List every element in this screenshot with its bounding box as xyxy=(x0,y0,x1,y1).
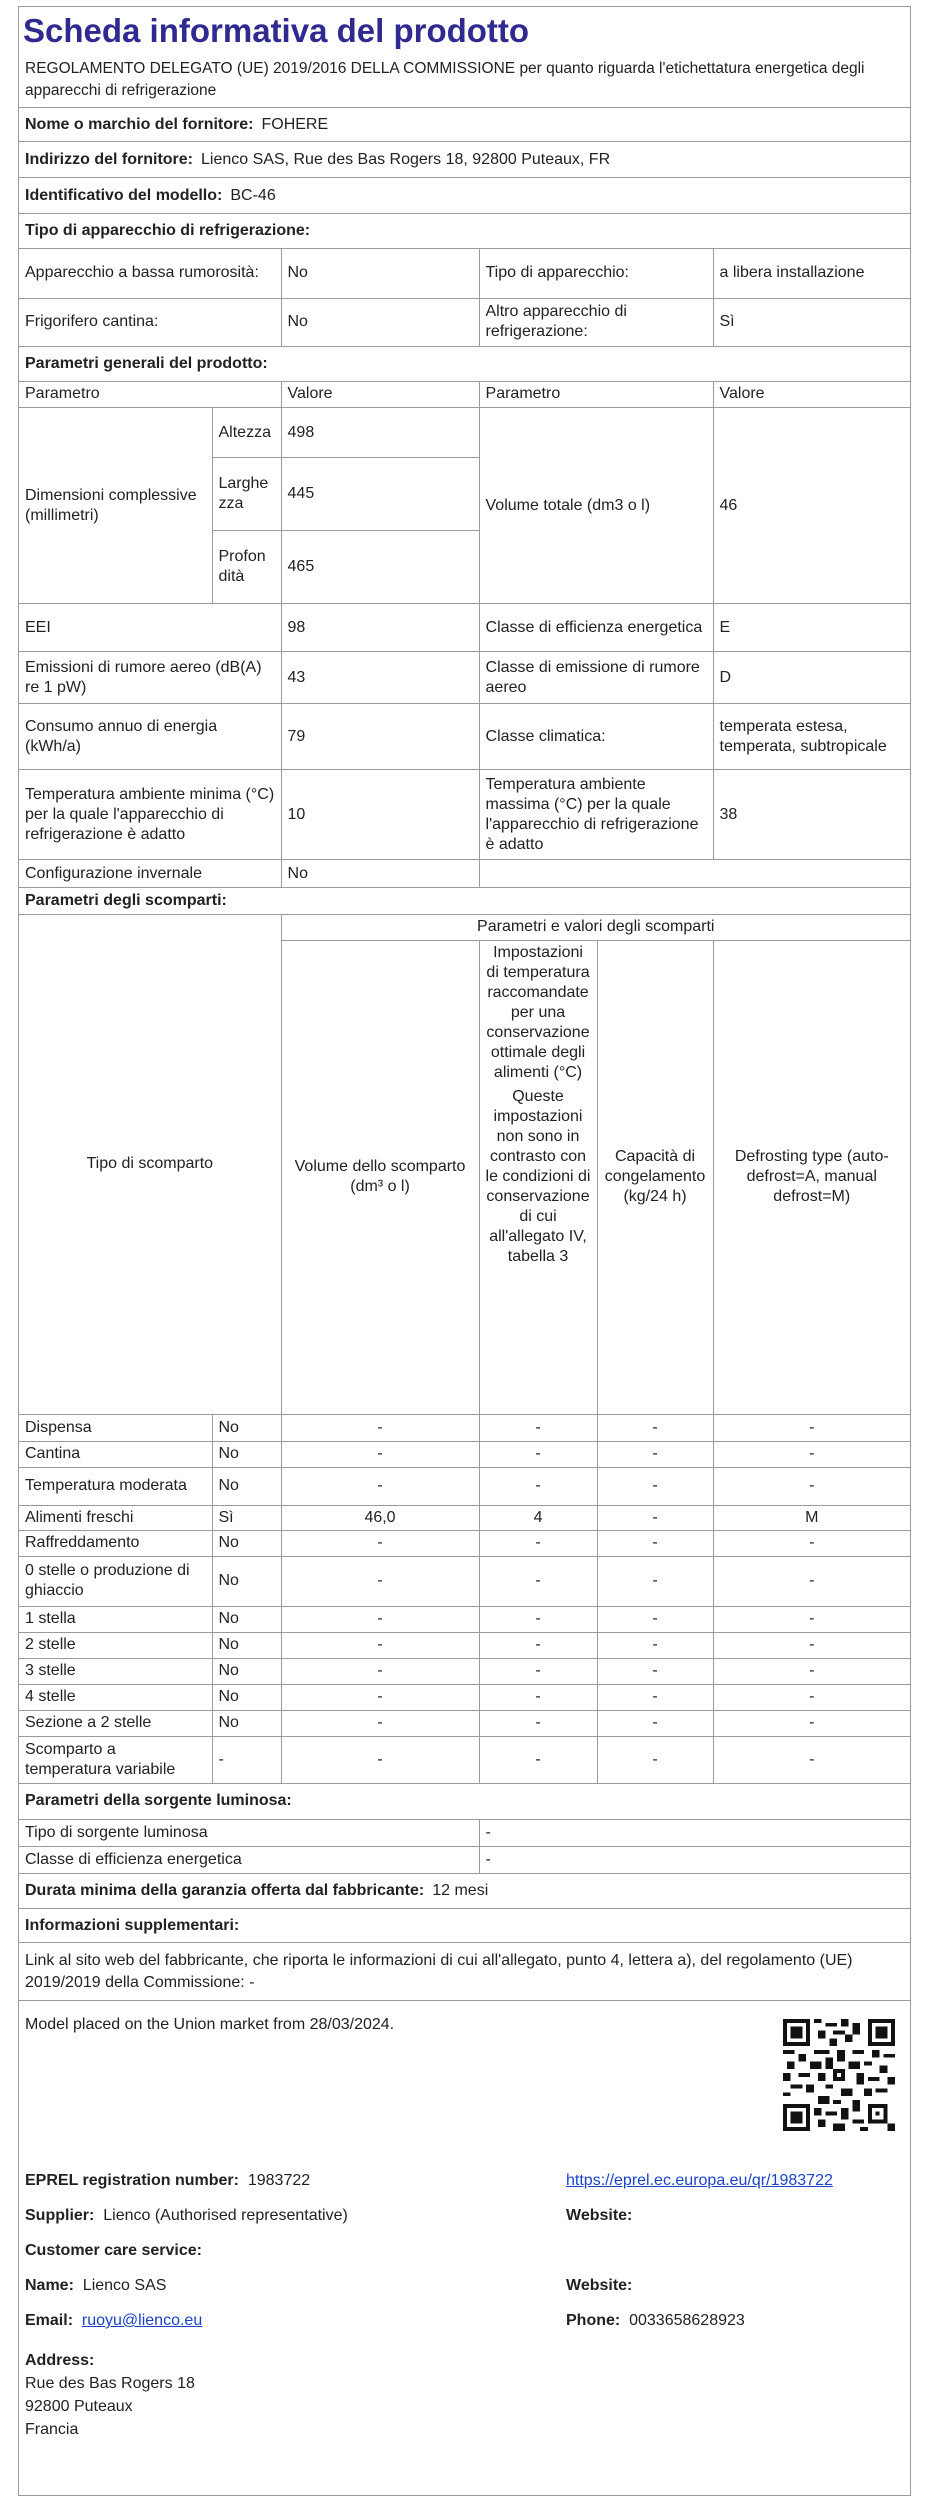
supplier-name-label: Nome o marchio del fornitore: xyxy=(25,115,254,133)
width-label: Larghezza xyxy=(212,458,281,531)
compartment-volume: - xyxy=(281,1632,479,1658)
compartment-freeze-header: Capacità di congelamento (kg/24 h) xyxy=(597,940,713,1414)
compartment-temp: - xyxy=(479,1441,597,1467)
table-row xyxy=(19,1606,910,1632)
compartment-temp: - xyxy=(479,1632,597,1658)
noise-class-value: D xyxy=(713,652,910,704)
compartment-volume-header: Volume dello scomparto (dm³ o l) xyxy=(281,940,479,1414)
compartment-freeze: - xyxy=(597,1632,713,1658)
phone-row xyxy=(566,2312,745,2330)
compartment-freeze: - xyxy=(597,1441,713,1467)
compartment-present: No xyxy=(212,1606,281,1632)
compartment-temp-header-cell xyxy=(479,940,597,1414)
product-information-sheet xyxy=(18,6,911,2496)
light-class-value: - xyxy=(479,1847,910,1874)
table-row xyxy=(19,1710,910,1736)
compartment-temp: - xyxy=(479,1710,597,1736)
compartment-present: No xyxy=(212,1414,281,1441)
compartment-volume: - xyxy=(281,1467,479,1505)
phone-value: 0033658628923 xyxy=(629,2312,745,2329)
compartment-volume: 46,0 xyxy=(281,1505,479,1530)
supplier-address-label: Indirizzo del fornitore: xyxy=(25,150,193,168)
compartment-temp-header: Impostazioni di temperatura raccomandate per una conservazione ottimale degli alimenti (°C) xyxy=(486,943,590,1081)
appliance-type-table xyxy=(19,249,910,347)
compartment-name: Raffreddamento xyxy=(19,1530,212,1556)
low-noise-value: No xyxy=(281,249,479,298)
address-line-2: 92800 Puteaux xyxy=(25,2398,133,2415)
eprel-row xyxy=(25,2172,310,2190)
model-id-value: BC-46 xyxy=(230,186,276,204)
compartment-temp: - xyxy=(479,1530,597,1556)
depth-value: 465 xyxy=(281,531,479,604)
table-row xyxy=(19,1658,910,1684)
general-heading: Parametri generali del prodotto: xyxy=(25,354,268,372)
website-label-2: Website: xyxy=(566,2277,633,2294)
compartment-name: Scomparto a temperatura variabile xyxy=(19,1736,212,1783)
min-temp-label: Temperatura ambiente minima (°C) per la quale l'apparecchio di refrigerazione è adatto xyxy=(19,770,281,860)
winter-config-value: No xyxy=(281,860,479,888)
compartment-temp: - xyxy=(479,1556,597,1606)
address-block xyxy=(25,2349,195,2441)
appliance-type-heading-row xyxy=(19,214,910,249)
compartment-temp: - xyxy=(479,1414,597,1441)
eprel-value: 1983722 xyxy=(247,2172,311,2189)
general-heading-row xyxy=(19,347,910,382)
compartment-defrost: - xyxy=(713,1606,910,1632)
light-type-label: Tipo di sorgente luminosa xyxy=(19,1820,479,1847)
max-temp-label: Temperatura ambiente massima (°C) per la quale l'apparecchio di refrigerazione è adatto xyxy=(479,770,713,860)
table-row xyxy=(19,1505,910,1530)
compartment-volume: - xyxy=(281,1556,479,1606)
additional-text-row xyxy=(19,1943,910,2001)
climate-class-value: temperata estesa, temperata, subtropicale xyxy=(713,704,910,770)
compartment-freeze: - xyxy=(597,1467,713,1505)
appliance-type-heading: Tipo di apparecchio di refrigerazione: xyxy=(25,222,311,239)
compartment-freeze: - xyxy=(597,1684,713,1710)
total-volume-label: Volume totale (dm3 o l) xyxy=(479,408,713,604)
compartment-type-header: Tipo di scomparto xyxy=(19,915,281,1414)
sheet-header xyxy=(19,7,910,108)
warranty-row xyxy=(19,1874,910,1909)
compartment-freeze: - xyxy=(597,1505,713,1530)
compartment-name: 3 stelle xyxy=(19,1658,212,1684)
height-label: Altezza xyxy=(212,408,281,458)
compartment-defrost: M xyxy=(713,1505,910,1530)
depth-label: Profondità xyxy=(212,531,281,604)
supplier-name-row xyxy=(19,108,910,142)
compartment-temp: - xyxy=(479,1684,597,1710)
supplier-label: Supplier: xyxy=(25,2207,95,2224)
compartment-present: No xyxy=(212,1684,281,1710)
wine-cooler-label: Frigorifero cantina: xyxy=(19,298,281,346)
light-class-label: Classe di efficienza energetica xyxy=(19,1847,479,1874)
light-type-value: - xyxy=(479,1820,910,1847)
supplier-address-value: Lienco SAS, Rue des Bas Rogers 18, 92800 Puteaux, FR xyxy=(201,150,611,168)
market-text: Model placed on the Union market from 28/03/2024. xyxy=(25,2016,395,2033)
compartment-name: Cantina xyxy=(19,1441,212,1467)
supplier-address-row xyxy=(19,142,910,178)
compartment-freeze: - xyxy=(597,1606,713,1632)
compartment-defrost: - xyxy=(713,1632,910,1658)
compartment-present: No xyxy=(212,1530,281,1556)
website-label: Website: xyxy=(566,2207,633,2224)
model-id-label: Identificativo del modello: xyxy=(25,186,223,204)
dimensions-label: Dimensioni complessive (millimetri) xyxy=(19,408,212,604)
compartment-temp: - xyxy=(479,1606,597,1632)
compartment-defrost-header: Defrosting type (auto-defrost=A, manual defrost=M) xyxy=(713,940,910,1414)
care-name-label: Name: xyxy=(25,2277,74,2294)
compartment-freeze: - xyxy=(597,1736,713,1783)
compartment-present: No xyxy=(212,1467,281,1505)
compartment-name: 2 stelle xyxy=(19,1632,212,1658)
compartment-temp: - xyxy=(479,1736,597,1783)
compartment-defrost: - xyxy=(713,1530,910,1556)
email-row xyxy=(25,2312,202,2330)
energy-class-value: E xyxy=(713,604,910,652)
additional-text: Link al sito web del fabbricante, che riporta le informazioni di cui all'allegato, punto 4, lettera a), del regolamento (UE) 2019/2019 della Commissione: - xyxy=(25,1951,853,1991)
compartment-volume: - xyxy=(281,1736,479,1783)
compartment-defrost: - xyxy=(713,1684,910,1710)
table-row xyxy=(19,1556,910,1606)
compartment-volume: - xyxy=(281,1658,479,1684)
email-label: Email: xyxy=(25,2312,74,2329)
compartment-defrost: - xyxy=(713,1414,910,1441)
compartment-temp: - xyxy=(479,1467,597,1505)
table-row xyxy=(19,1736,910,1783)
appliance-type-label: Tipo di apparecchio: xyxy=(479,249,713,298)
general-parameters-table xyxy=(19,382,910,889)
compartment-volume: - xyxy=(281,1684,479,1710)
compartment-defrost: - xyxy=(713,1658,910,1684)
compartment-name: 4 stelle xyxy=(19,1684,212,1710)
height-value: 498 xyxy=(281,408,479,458)
compartment-present: Sì xyxy=(212,1505,281,1530)
warranty-label: Durata minima della garanzia offerta dal fabbricante: xyxy=(25,1882,425,1899)
compartment-present: No xyxy=(212,1441,281,1467)
compartments-heading-row xyxy=(19,888,910,915)
eprel-link[interactable]: https://eprel.ec.europa.eu/qr/1983722 xyxy=(566,2172,833,2189)
climate-class-label: Classe climatica: xyxy=(479,704,713,770)
compartment-present: - xyxy=(212,1736,281,1783)
compartment-name: Temperatura moderata xyxy=(19,1467,212,1505)
compartment-present: No xyxy=(212,1632,281,1658)
table-row xyxy=(19,1530,910,1556)
model-id-row xyxy=(19,178,910,214)
compartment-name: Alimenti freschi xyxy=(19,1505,212,1530)
compartment-present: No xyxy=(212,1710,281,1736)
table-row xyxy=(19,1684,910,1710)
eei-label: EEI xyxy=(19,604,281,652)
email-link[interactable]: ruoyu@lienco.eu xyxy=(81,2312,203,2329)
compartments-table xyxy=(19,915,910,1784)
consumption-value: 79 xyxy=(281,704,479,770)
additional-heading: Informazioni supplementari: xyxy=(25,1916,240,1934)
consumption-label: Consumo annuo di energia (kWh/a) xyxy=(19,704,281,770)
col-value-header: Valore xyxy=(281,382,479,408)
noise-label: Emissioni di rumore aereo (dB(A) re 1 pW) xyxy=(19,652,281,704)
empty-cell xyxy=(479,860,910,888)
compartment-defrost: - xyxy=(713,1736,910,1783)
compartment-volume: - xyxy=(281,1530,479,1556)
table-row xyxy=(19,1414,910,1441)
low-noise-label: Apparecchio a bassa rumorosità: xyxy=(19,249,281,298)
compartment-temp: - xyxy=(479,1658,597,1684)
warranty-value: 12 mesi xyxy=(432,1882,489,1899)
care-name-row xyxy=(25,2277,166,2295)
eprel-label: EPREL registration number: xyxy=(25,2172,239,2189)
compartment-defrost: - xyxy=(713,1441,910,1467)
footer-section xyxy=(19,2001,910,2438)
compartment-temp: 4 xyxy=(479,1505,597,1530)
compartment-name: Dispensa xyxy=(19,1414,212,1441)
compartment-freeze: - xyxy=(597,1658,713,1684)
width-value: 445 xyxy=(281,458,479,531)
qr-code-icon xyxy=(783,2019,895,2131)
other-appliance-value: Sì xyxy=(713,298,910,346)
compartment-freeze: - xyxy=(597,1710,713,1736)
compartment-freeze: - xyxy=(597,1530,713,1556)
compartment-name: 1 stella xyxy=(19,1606,212,1632)
light-source-table xyxy=(19,1820,910,1875)
compartment-name: Sezione a 2 stelle xyxy=(19,1710,212,1736)
table-row xyxy=(19,1467,910,1505)
compartment-volume: - xyxy=(281,1441,479,1467)
supplier-value: Lienco (Authorised representative) xyxy=(103,2207,348,2224)
supplier-row xyxy=(25,2207,348,2225)
light-heading-row xyxy=(19,1784,910,1820)
compartment-group-header: Parametri e valori degli scomparti xyxy=(281,915,910,940)
compartments-heading: Parametri degli scomparti: xyxy=(25,892,227,909)
sheet-title: Scheda informativa del prodotto xyxy=(23,12,530,49)
noise-value: 43 xyxy=(281,652,479,704)
other-appliance-label: Altro apparecchio di refrigerazione: xyxy=(479,298,713,346)
care-name-value: Lienco SAS xyxy=(82,2277,167,2294)
light-heading: Parametri della sorgente luminosa: xyxy=(25,1792,292,1809)
compartment-defrost: - xyxy=(713,1467,910,1505)
appliance-type-value: a libera installazione xyxy=(713,249,910,298)
table-row xyxy=(19,1441,910,1467)
noise-class-label: Classe di emissione di rumore aereo xyxy=(479,652,713,704)
regulation-text: REGOLAMENTO DELEGATO (UE) 2019/2016 DELLA COMMISSIONE per quanto riguarda l'etichettatura energetica degli apparecchi di refrigerazione xyxy=(25,60,865,99)
col-value-header-2: Valore xyxy=(713,382,910,408)
min-temp-value: 10 xyxy=(281,770,479,860)
eei-value: 98 xyxy=(281,604,479,652)
table-row xyxy=(19,1632,910,1658)
supplier-name-value: FOHERE xyxy=(261,115,329,133)
energy-class-label: Classe di efficienza energetica xyxy=(479,604,713,652)
compartment-present: No xyxy=(212,1556,281,1606)
compartment-volume: - xyxy=(281,1710,479,1736)
total-volume-value: 46 xyxy=(713,408,910,604)
winter-config-label: Configurazione invernale xyxy=(19,860,281,888)
address-line-3: Francia xyxy=(25,2421,79,2438)
compartment-volume: - xyxy=(281,1414,479,1441)
compartment-present: No xyxy=(212,1658,281,1684)
compartment-temp-note: Queste impostazioni non sono in contrasto con le condizioni di conservazione di cui all'allegato IV, tabella 3 xyxy=(485,1087,591,1265)
max-temp-value: 38 xyxy=(713,770,910,860)
col-param-header-2: Parametro xyxy=(479,382,713,408)
wine-cooler-value: No xyxy=(281,298,479,346)
compartment-defrost: - xyxy=(713,1556,910,1606)
additional-heading-row xyxy=(19,1909,910,1943)
address-line-1: Rue des Bas Rogers 18 xyxy=(25,2375,195,2392)
address-label: Address: xyxy=(25,2352,95,2369)
compartment-defrost: - xyxy=(713,1710,910,1736)
compartment-volume: - xyxy=(281,1606,479,1632)
phone-label: Phone: xyxy=(566,2312,621,2329)
col-param-header: Parametro xyxy=(19,382,281,408)
compartment-freeze: - xyxy=(597,1556,713,1606)
compartment-freeze: - xyxy=(597,1414,713,1441)
customer-care-label: Customer care service: xyxy=(25,2242,202,2259)
compartment-name: 0 stelle o produzione di ghiaccio xyxy=(19,1556,212,1606)
